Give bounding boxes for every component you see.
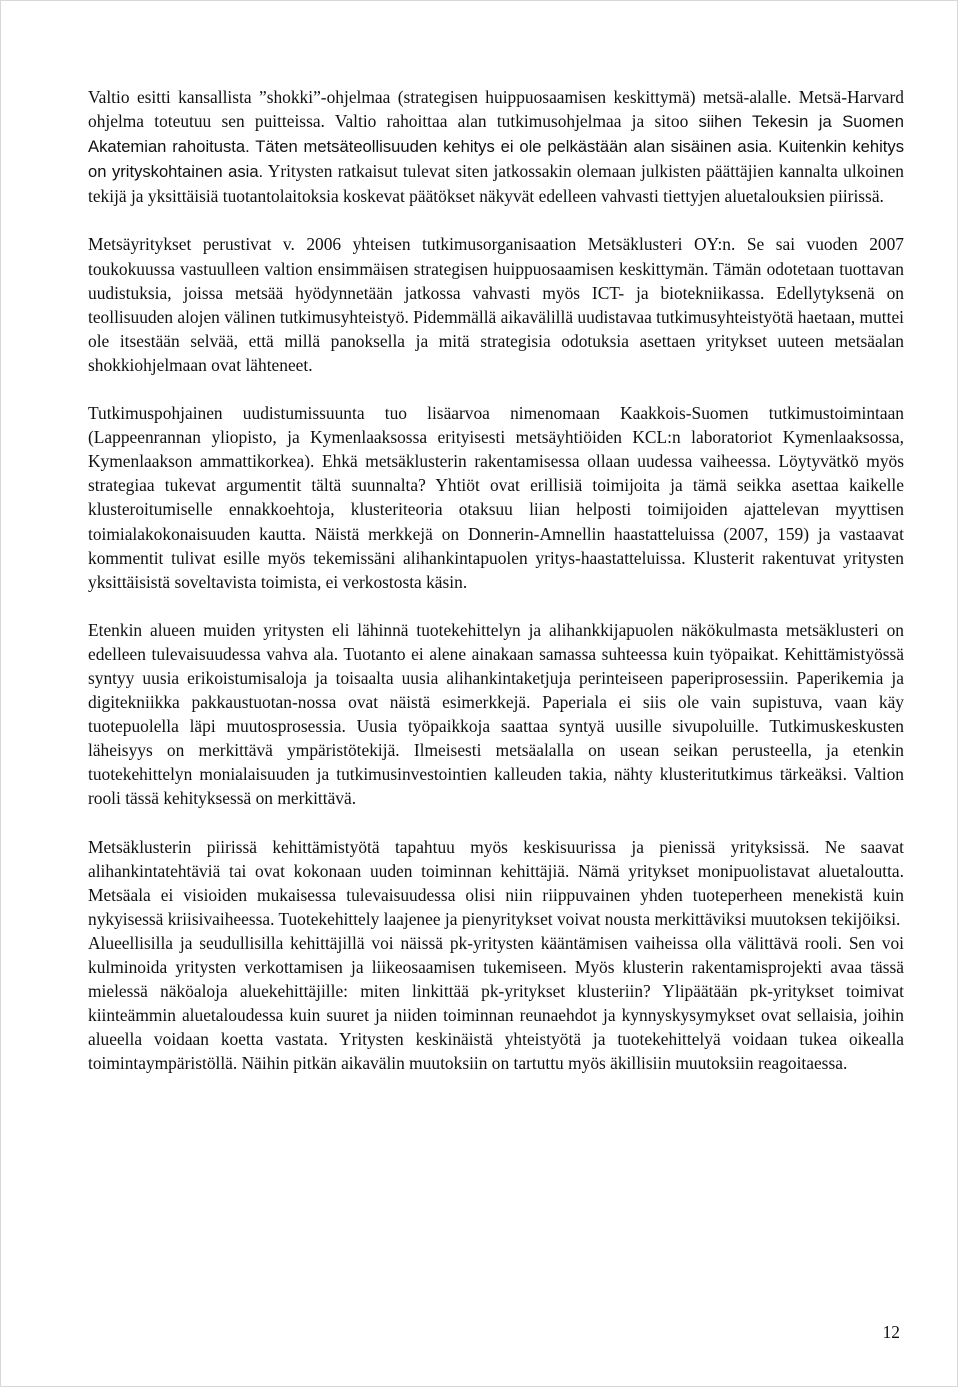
document-body — [88, 85, 904, 1075]
paragraph-3: Tutkimuspohjainen uudistumissuunta tuo lisäarvoa nimenomaan Kaakkois-Suomen tutkimustoimintaan (Lappeenrannan yliopisto, ja Kymenlaaksossa erityisesti metsäyhtiöiden KCL:n laboratoriot Kymenlaaksossa, Kymenlaakson ammattikorkea). Ehkä metsäklusterin rakentamisessa ollaan uudessa vaiheessa. Löytyvätkö myös strategiaa tukevat argumentit tältä suunnalta? Yhtiöt ovat erillisiä toimijoita ja tämä seikka asettaa kaikelle klusteroitumiselle ennakkoehtoja, klusteriteoria otaksuu liian helposti toimijoiden ajattelevan myyttisen toimialakokonaisuuden kautta. Näistä merkkejä on Donnerin-Amnellin haastatteluissa (2007, 159) ja vastaavat kommentit tulivat esille myös tekemissäni alihankintapuolen yritys-haastatteluissa. Klusterit rakentuvat yritysten yksittäisistä soveltavista toimista, ei verkostosta käsin. — [88, 403, 904, 592]
paragraph-1-part-c: Yritysten ratkaisut tulevat siten jatkossakin olemaan julkisten päättäjien kannalta ulkoinen tekijä ja yksittäisiä tuotantolaitoksia koskevat päätökset näkyvät edelleen vahvasti tiettyjen aluetalouksien piirissä. — [88, 161, 904, 207]
paragraph-6: Alueellisilla ja seudullisilla kehittäjillä voi näissä pk-yritysten kääntämisen vaiheissa olla välittävä rooli. Sen voi kulminoida yritysten verkottamisen ja liikeosaamisen tukemiseen. Myös klusterin rakentamisprojekti avaa tässä mielessä näköaloja aluekehittäjille: miten linkittää pk-yritykset klusteriin? Ylipäätään pk-yritykset toimivat kiinteämmin aluetaloudessa kuin suuret ja niiden toiminnan reunaehdot ja kynnyskysymykset ovat sellaisia, joihin alueella voidaan koetta vastata. Yritysten keskinäistä yhteistyötä ja tuotekehittelyä voidaan tukea oikealla toimintaympäristöllä. Näihin pitkän aikavälin muutoksiin on tartuttu myös äkillisiin muutoksiin reagoitaessa. — [88, 932, 904, 1074]
paragraph-2: Metsäyritykset perustivat v. 2006 yhteisen tutkimusorganisaation Metsäklusteri OY:n. Se sai vuoden 2007 toukokuussa vastuulleen valtion ensimmäisen strategisen huippuosaamisen keskittymän. Tämän odotetaan tuottavan uudistuksia, joissa metsää hyödynnetään jatkossa vahvasti myös ICT- ja biotekniikassa. Edellytyksenä on teollisuuden alojen välinen tutkimusyhteistyö. Pidemmällä aikavälillä uudistavaa tutkimusyhteistyötä haetaan, muttei ole itsestään selvää, että millä panoksella ja mitä strategisia odotuksia asettaen yritykset uuteen metsäalan shokkiohjelmaan ovat lähteneet. — [88, 234, 904, 375]
paragraph-5: Metsäklusterin piirissä kehittämistyötä tapahtuu myös keskisuurissa ja pienissä yrityksissä. Ne saavat alihankintatehtäviä tai ovat kokonaan uuden toiminnan kehittäjiä. Nämä yritykset monipuolistavat aluetaloutta. Metsäala ei visioiden mukaisessa tulevaisuudessa olisi niin riippuvainen yhden tuoteperheen menekistä kuin nykyisessä kriisivaiheessa. Tuotekehittely laajenee ja pienyritykset voivat nousta merkittäviksi muutoksen tekijöiksi. — [88, 836, 904, 929]
paragraph-1 — [88, 85, 904, 208]
paragraph-1-part-b: siihen Tekesin ja Suomen Akatemian rahoitusta. Täten metsäteollisuuden kehitys ei ole pelkästään alan sisäinen asia. Kuitenkin kehitys on yrityskohtainen asia. — [88, 112, 905, 182]
paragraph-1-part-a: Valtio esitti kansallista ”shokki”-ohjelmaa (strategisen huippuosaamisen keskittymä) metsä-alalle. Metsä-Harvard ohjelma toteutuu sen puitteissa. Valtio rahoittaa alan tutkimusohjelmaa ja sitoo — [88, 87, 904, 132]
page-number: 12 — [882, 1322, 900, 1342]
paragraph-4: Etenkin alueen muiden yritysten eli lähinnä tuotekehittelyn ja alihankkijapuolen näkökulmasta metsäklusteri on edelleen tulevaisuudessa vahva ala. Tuotanto ei alene ainakaan samassa suhteessa kuin työpaikat. Kehittämistyössä syntyy uusia erikoistumisaloja ja toisaalta uusia alihankintaketjuja perinteiseen paperiprosessiin. Paperikemia ja digitekniikka pakkaustuotan-nossa ovat näistä esimerkkejä. Paperiala ei siis ole vain supistuva, vaan käy tuotepuolella läpi muutosprosessia. Uusia työpaikkoja saattaa syntyä uusille sivupoluille. Tutkimuskeskusten läheisyys on merkittävä ympäristötekijä. Ilmeisesti metsäalalla on usean seikan perusteella, ja etenkin tuotekehittelyn monialaisuuden ja tutkimusinvestointien kalleuden takia, nähty klusteritutkimus tärkeäksi. Valtion rooli tässä kehityksessä on merkittävä. — [88, 619, 904, 809]
